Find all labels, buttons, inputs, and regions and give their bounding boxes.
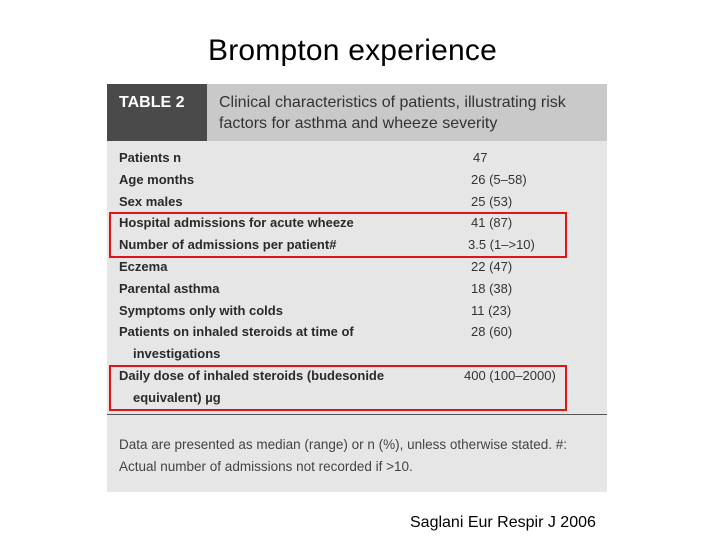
row-label: Hospital admissions for acute wheeze	[119, 215, 354, 231]
highlight-box-steroid-dose	[109, 365, 567, 411]
table-row	[107, 147, 607, 169]
table-divider	[107, 414, 607, 415]
row-value: 22 (47)	[471, 258, 513, 274]
row-value: 25 (53)	[471, 193, 513, 209]
table-caption: Clinical characteristics of patients, illustrating risk factors for asthma and wheeze severity	[219, 94, 566, 132]
table-row	[107, 321, 607, 343]
table-row	[107, 278, 607, 300]
row-label: Age months	[119, 171, 195, 187]
row-value: 41 (87)	[471, 215, 513, 231]
row-value: 47	[473, 150, 488, 165]
row-label: Number of admissions per patient#	[119, 237, 337, 253]
row-value: 26 (5–58)	[471, 171, 527, 187]
row-value: 28 (60)	[471, 324, 513, 340]
citation: Saglani Eur Respir J 2006	[410, 514, 596, 531]
row-label: Eczema	[119, 258, 168, 274]
table-row	[107, 343, 607, 365]
highlight-box-admissions	[109, 212, 567, 258]
row-label: Sex males	[119, 193, 183, 209]
row-value: 18 (38)	[471, 280, 513, 296]
table-tag: TABLE 2	[107, 84, 207, 141]
table-header	[107, 84, 607, 141]
row-label: Patients on inhaled steroids at time of	[119, 324, 354, 340]
row-label: Parental asthma	[119, 280, 220, 296]
table-row	[107, 169, 607, 191]
table-row	[107, 300, 607, 322]
row-label: Patients n	[119, 150, 182, 165]
row-value: 3.5 (1–>10)	[468, 237, 535, 253]
row-label: investigations	[133, 346, 221, 362]
row-label: equivalent) µg	[133, 389, 221, 405]
row-value: 400 (100–2000)	[464, 367, 556, 383]
row-label: Symptoms only with colds	[119, 302, 283, 318]
row-value: 11 (23)	[471, 302, 512, 318]
table-row	[107, 256, 607, 278]
row-label: Daily dose of inhaled steroids (budesonide	[119, 367, 385, 383]
slide-title: Brompton experience	[208, 34, 497, 67]
table-footnote: Data are presented as median (range) or n (%), unless otherwise stated. #: Actual number of admissions not recorded if >10.	[119, 437, 567, 474]
table-panel	[107, 84, 607, 492]
table-row	[107, 191, 607, 213]
